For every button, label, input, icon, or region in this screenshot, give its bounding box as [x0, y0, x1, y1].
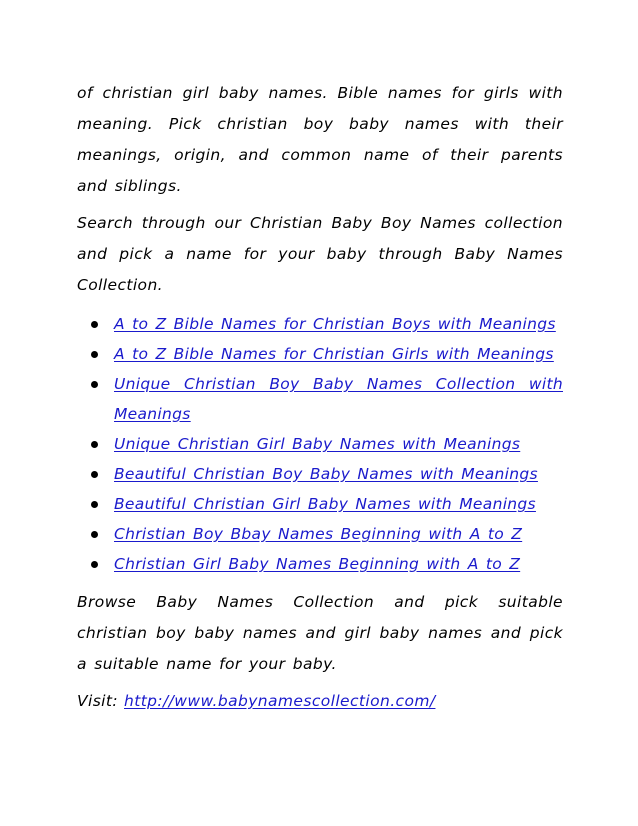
bullet-icon: [91, 351, 98, 358]
list-item: [77, 519, 563, 549]
list-item: [77, 459, 563, 489]
link-a-to-z-boys[interactable]: A to Z Bible Names for Christian Boys with Meanings: [114, 315, 556, 333]
bullet-icon: [91, 561, 98, 568]
search-paragraph: Search through our Christian Baby Boy Names collection and pick a name for your baby through Baby Names Collection.: [77, 214, 563, 294]
bullet-icon: [91, 531, 98, 538]
list-item: [77, 309, 563, 339]
browse-paragraph: Browse Baby Names Collection and pick suitable christian boy baby names and girl baby names and pick a suitable name for your baby.: [77, 593, 563, 673]
list-item: [77, 339, 563, 369]
link-beautiful-boy[interactable]: Beautiful Christian Boy Baby Names with Meanings: [114, 465, 538, 483]
intro-paragraph: of christian girl baby names. Bible names for girls with meaning. Pick christian boy baby names with their meanings, origin, and common name of their parents and siblings.: [77, 84, 563, 195]
list-item: [77, 549, 563, 579]
link-unique-boy[interactable]: Unique Christian Boy Baby Names Collection with Meanings: [114, 375, 563, 423]
link-beautiful-girl[interactable]: Beautiful Christian Girl Baby Names with Meanings: [114, 495, 536, 513]
visit-label: Visit:: [77, 692, 118, 710]
bullet-icon: [91, 441, 98, 448]
bullet-icon: [91, 321, 98, 328]
list-item: [77, 489, 563, 519]
visit-row: [77, 686, 563, 717]
site-url-link[interactable]: http://www.babynamescollection.com/: [124, 692, 436, 710]
link-girl-a-to-z[interactable]: Christian Girl Baby Names Beginning with A to Z: [114, 555, 521, 573]
document-page: [77, 78, 563, 717]
list-item: [77, 429, 563, 459]
bullet-icon: [91, 501, 98, 508]
list-item: [77, 369, 563, 429]
link-list: [77, 309, 563, 579]
link-a-to-z-girls[interactable]: A to Z Bible Names for Christian Girls with Meanings: [114, 345, 554, 363]
link-boy-a-to-z[interactable]: Christian Boy Bbay Names Beginning with A to Z: [114, 525, 523, 543]
bullet-icon: [91, 381, 98, 388]
bullet-icon: [91, 471, 98, 478]
link-unique-girl[interactable]: Unique Christian Girl Baby Names with Meanings: [114, 435, 521, 453]
